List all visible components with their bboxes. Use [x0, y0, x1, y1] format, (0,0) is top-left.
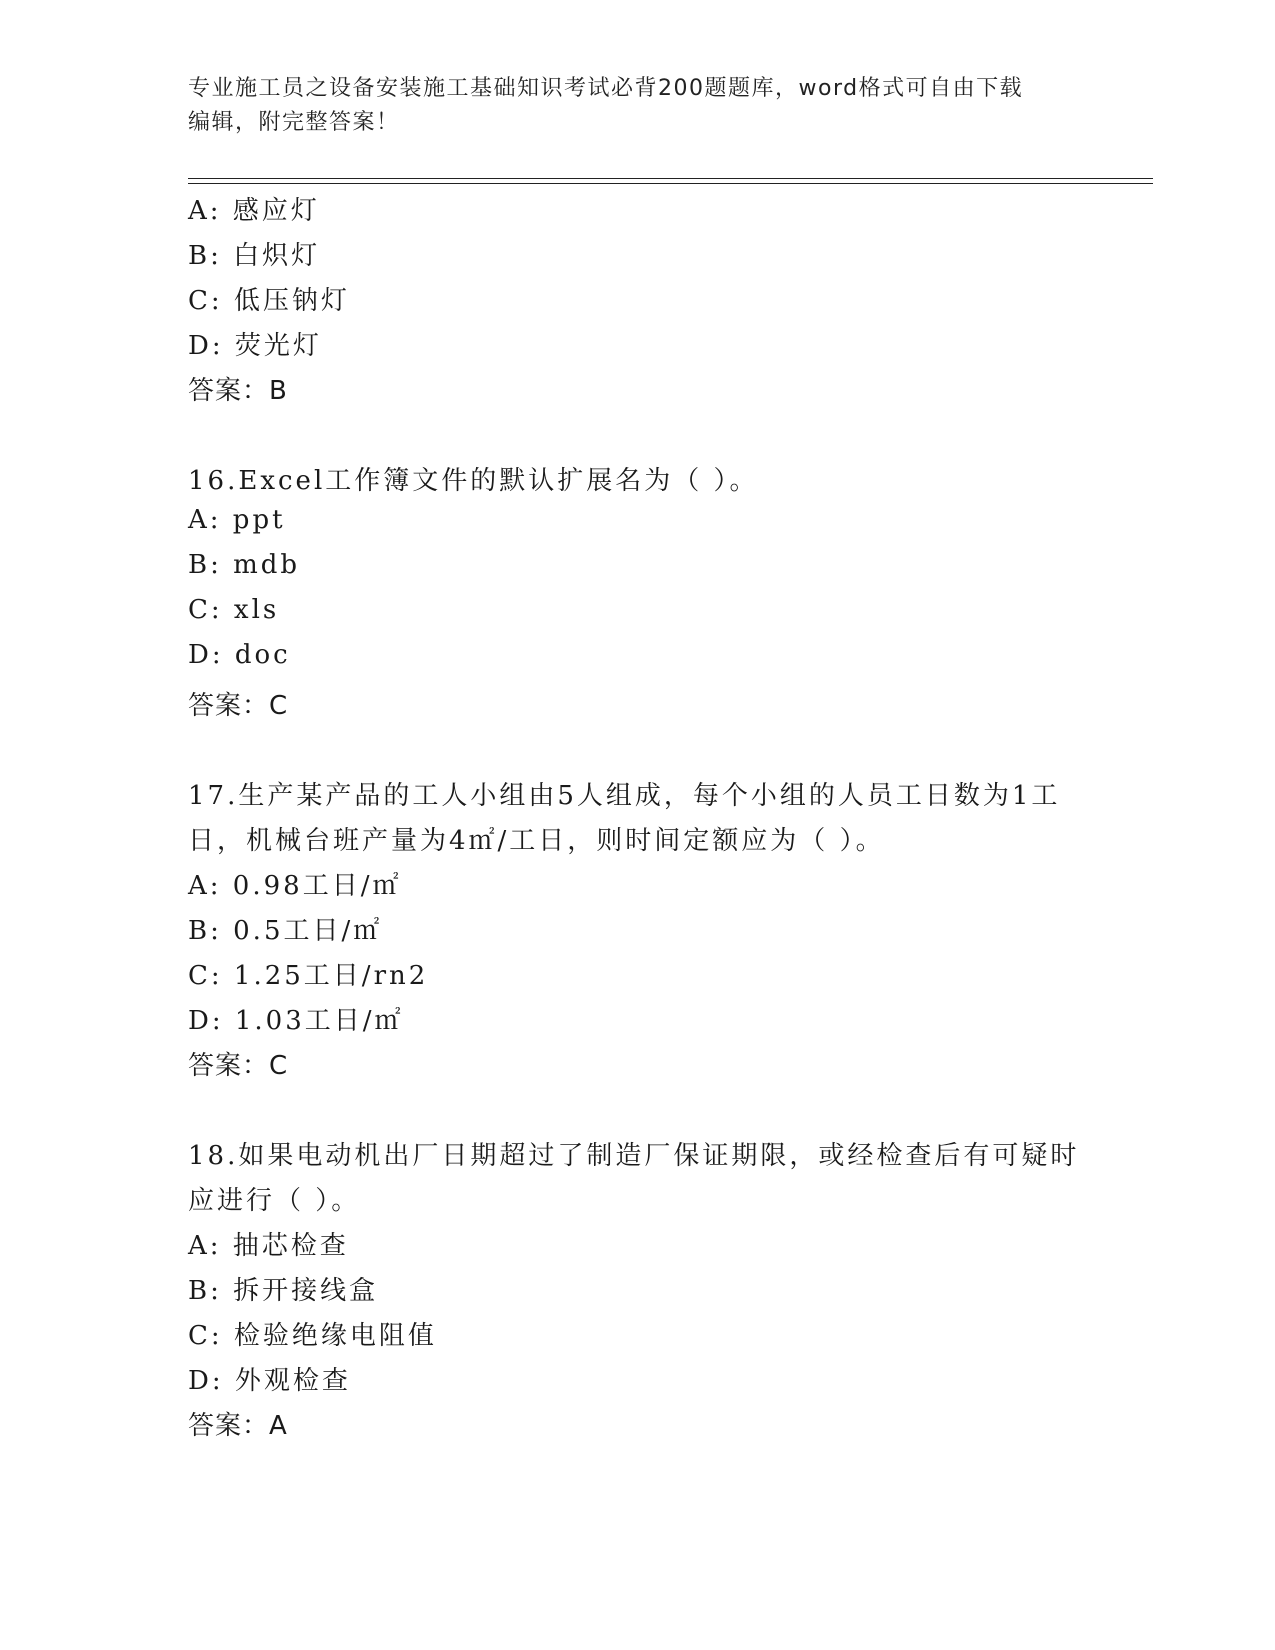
q16-option-d: D: doc: [188, 640, 291, 670]
q17-stem-line-1: 17.生产某产品的工人小组由5人组成，每个小组的人员工日数为1工: [188, 781, 1061, 811]
q16-option-a: A: ppt: [188, 505, 286, 535]
header-divider-bottom: [188, 183, 1153, 184]
q18-option-c: C: 检验绝缘电阻值: [188, 1321, 437, 1351]
q16-stem: 16.Excel工作簿文件的默认扩展名为（ ）。: [188, 466, 759, 496]
header-line-1: 专业施工员之设备安装施工基础知识考试必背200题题库，word格式可自由下载: [188, 76, 1024, 101]
q17-answer: 答案：C: [188, 1051, 289, 1081]
q17-stem-line-2: 日，机械台班产量为4㎡/工日，则时间定额应为（ ）。: [188, 826, 885, 856]
document-header: [188, 72, 1068, 140]
header-divider-top: [188, 178, 1153, 179]
q16-option-b: B: mdb: [188, 550, 301, 580]
q15-option-a: A: 感应灯: [188, 196, 320, 226]
q18-option-a: A: 抽芯检查: [188, 1231, 349, 1261]
q18-option-b: B: 拆开接线盒: [188, 1276, 379, 1306]
q15-answer: 答案：B: [188, 376, 288, 406]
q17-option-b: B: 0.5工日/㎡: [188, 916, 383, 946]
q16-option-c: C: xls: [188, 595, 280, 625]
q18-stem-line-2: 应进行（ ）。: [188, 1186, 361, 1216]
q15-option-c: C: 低压钠灯: [188, 286, 350, 316]
q15-option-d: D: 荧光灯: [188, 331, 322, 361]
q16-answer: 答案：C: [188, 691, 289, 721]
q17-option-c: C: 1.25工日/rn2: [188, 961, 429, 991]
q18-option-d: D: 外观检查: [188, 1366, 351, 1396]
q18-answer: 答案：A: [188, 1411, 288, 1441]
header-line-2: 编辑，附完整答案！: [188, 110, 400, 135]
q17-option-a: A: 0.98工日/㎡: [188, 871, 402, 901]
q15-option-b: B: 白炽灯: [188, 241, 321, 271]
q17-option-d: D: 1.03工日/㎡: [188, 1006, 404, 1036]
q18-stem-line-1: 18.如果电动机出厂日期超过了制造厂保证期限，或经检查后有可疑时: [188, 1141, 1080, 1171]
